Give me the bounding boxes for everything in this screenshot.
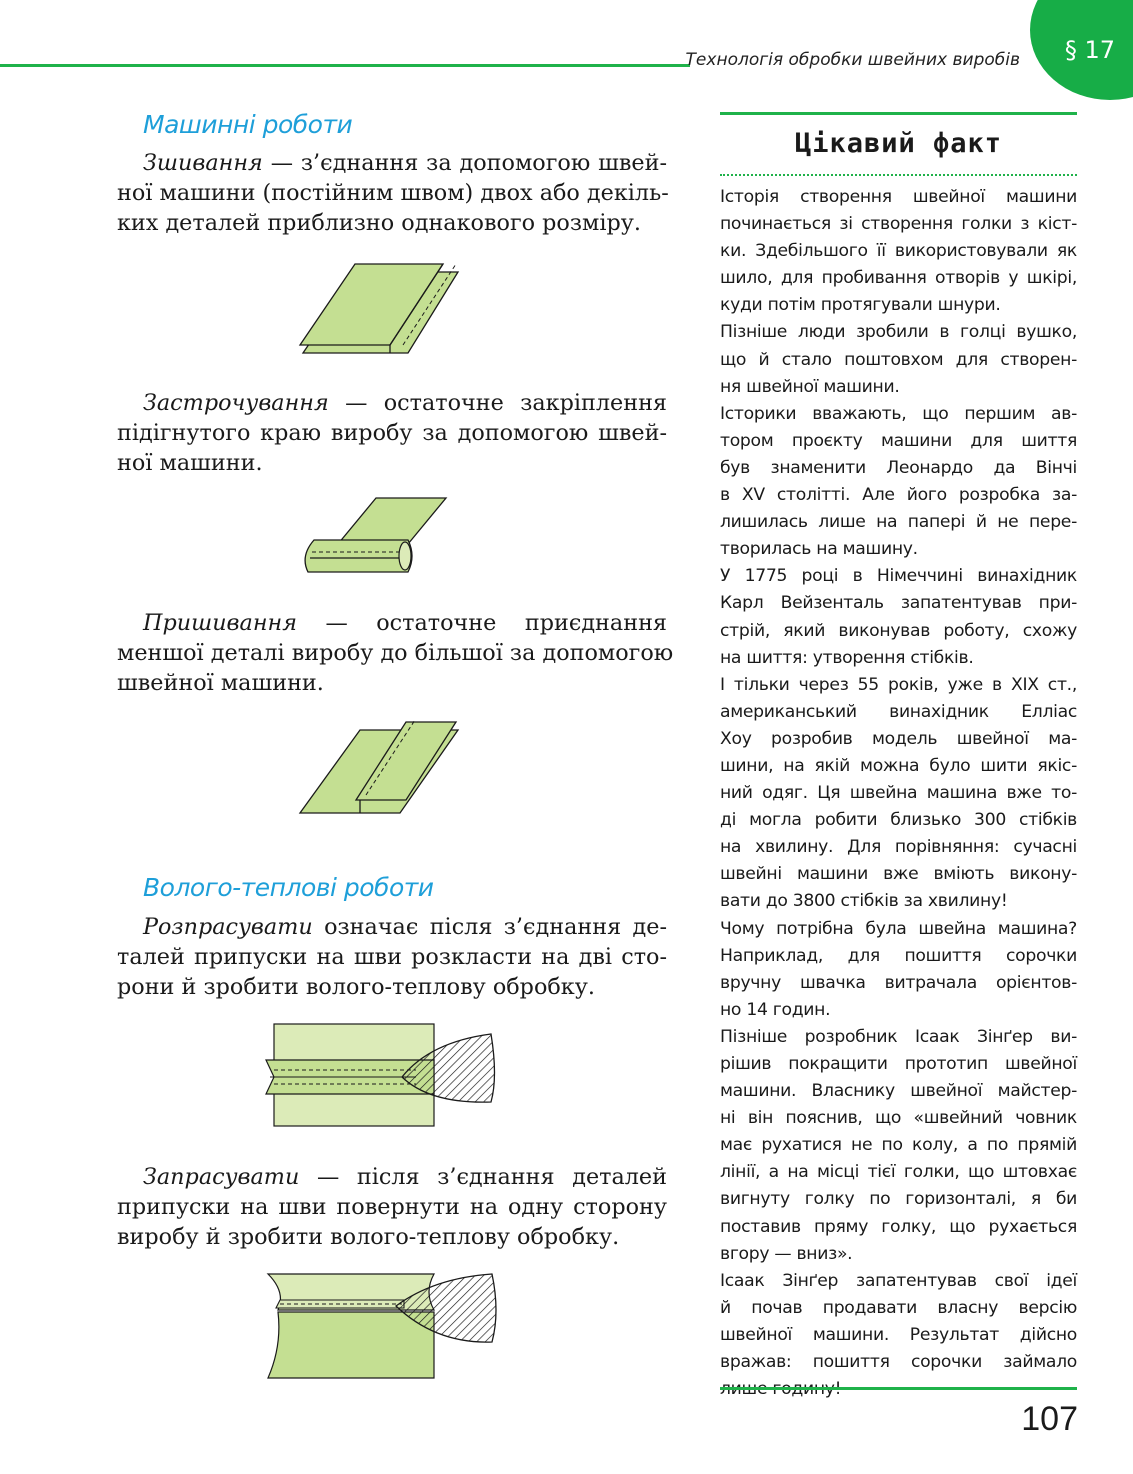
fact-line: ні він пояснив, що «швейний човник: [720, 1108, 1077, 1129]
running-header-title: Технологія обробки швейних виробів: [685, 50, 1020, 70]
section-heading-wet-heat-work: Волого-теплові роботи: [143, 873, 434, 902]
fact-line: Наприклад, для пошиття сорочки: [720, 945, 1077, 966]
fact-top-rule: [720, 112, 1077, 115]
fact-line: машини. Власнику швейної майстер-: [720, 1081, 1077, 1102]
fact-line: рішив покращити прототип швейної: [720, 1054, 1077, 1074]
fact-body: [720, 184, 1077, 1403]
fact-line: вигнуту голку по горизонталі, я би: [720, 1189, 1077, 1210]
fact-line: Ісаак Зінґер запатентував свої ідеї: [720, 1270, 1077, 1291]
term: Пришивання: [143, 610, 297, 636]
fact-line: що й стало поштовхом для створен-: [720, 349, 1077, 370]
definition-stitching: Зшивання — з’єднання за допомогою швей- ної машини (постійним швом) двох або декіль- ких деталей приблизно однакового розміру.: [117, 150, 669, 236]
fact-line: лишилась лише на папері й не пере-: [720, 512, 1077, 533]
press-to-side-illustration: [266, 1272, 506, 1382]
hem-illustration: [298, 496, 448, 582]
fact-line: стрій, який виконував роботу, схожу: [720, 620, 1077, 641]
fact-line: Чому потрібна була швейна машина?: [720, 918, 1077, 939]
definition-press-open: Розпрасувати означає після з’єднання де- талей припуски на шви розкласти на дві сто- рони й зробити волого-теплову обробку.: [117, 914, 667, 1000]
fact-line: ня швейної машини.: [720, 376, 900, 397]
fact-line: Історики вважають, що першим ав-: [720, 403, 1077, 424]
fact-line: шило, для пробивання отворів у шкірі,: [720, 268, 1077, 289]
fact-line: американський винахідник Елліас: [720, 701, 1077, 722]
fact-line: Карл Вейзенталь запатентував при-: [720, 593, 1077, 614]
fact-line: поставив пряму голку, що рухається: [720, 1216, 1077, 1237]
fact-line: но 14 годин.: [720, 999, 831, 1020]
fact-line: вгору — вниз».: [720, 1243, 853, 1264]
fact-line: лінії, а на місці тієї голки, що штовхає: [720, 1162, 1077, 1183]
fact-line: тором проєкту машини для шиття: [720, 430, 1077, 451]
fact-line: ді могла робити близько 300 стібків: [720, 810, 1077, 831]
fact-line: шини, на якій можна було шити якіс-: [720, 755, 1077, 776]
fact-line: Хоу розробив модель швейної ма-: [720, 728, 1077, 749]
definition-press-to-side: Запрасувати — після з’єднання деталей припуски на шви повернути на одну сторону виробу й зробити волого-теплову обробку.: [117, 1164, 667, 1250]
fact-line: творилась на машину.: [720, 539, 918, 560]
fact-line: ки. Здебільшого її використовували як: [720, 241, 1077, 262]
fact-line: Пізніше розробник Ісаак Зінґер ви-: [720, 1026, 1077, 1047]
fact-line: був знаменити Леонардо да Вінчі: [720, 457, 1077, 478]
fact-line: Пізніше люди зробили в голці вушко,: [720, 322, 1077, 343]
fact-line: вражав: пошиття сорочки займало: [720, 1352, 1077, 1373]
fact-line: швейної машини. Результат дійсно: [720, 1324, 1077, 1345]
term: Застрочування: [143, 390, 329, 416]
definition-topstitching: Застрочування — остаточне закріплення підігнутого краю виробу за допомогою швей- ної машини.: [117, 390, 667, 476]
press-open-illustration: [266, 1022, 498, 1128]
fact-line: ний одяг. Ця швейна машина вже то-: [720, 783, 1077, 804]
fact-bottom-rule: [720, 1387, 1077, 1390]
section-badge-label: § 17: [1064, 36, 1116, 64]
fact-line: на хвилину. Для порівняння: сучасні: [720, 837, 1077, 858]
fact-line: У 1775 році в Німеччині винахідник: [720, 566, 1077, 587]
term: Розпрасувати: [143, 914, 313, 940]
attaching-illustration: [300, 718, 460, 818]
fact-line: на шиття: утворення стібків.: [720, 647, 974, 668]
page-number: 107: [1021, 1400, 1078, 1438]
fact-line: швейні машини вже вміють викону-: [720, 864, 1077, 885]
fact-line: Історія створення швейної машини: [720, 187, 1077, 207]
section-heading-machine-work: Машинні роботи: [143, 110, 353, 139]
fact-title: Цікавий факт: [794, 128, 1003, 159]
fact-line: починається зі створення голки з кіст-: [720, 214, 1077, 235]
term: Зшивання: [143, 150, 263, 176]
term: Запрасувати: [143, 1164, 300, 1190]
fact-line: й почав продавати власну версію: [720, 1297, 1077, 1318]
fact-line: вручну швачка витрачала орієнтов-: [720, 972, 1077, 993]
fact-line: І тільки через 55 років, уже в XIX ст.,: [720, 674, 1077, 695]
definition-attaching: Пришивання — остаточне приєднання меншої деталі виробу до більшої за допомогою швейної машини.: [117, 610, 674, 696]
fact-line: в XV столітті. Але його розробка за-: [720, 485, 1077, 506]
stitching-illustration: [300, 258, 460, 358]
fact-line: куди потім протягували шнури.: [720, 295, 1001, 316]
fact-line: має рухатися не по колу, а по прямій: [720, 1135, 1077, 1156]
fact-line: вати до 3800 стібків за хвилину!: [720, 891, 1008, 912]
fact-title-rule: [720, 174, 1077, 176]
